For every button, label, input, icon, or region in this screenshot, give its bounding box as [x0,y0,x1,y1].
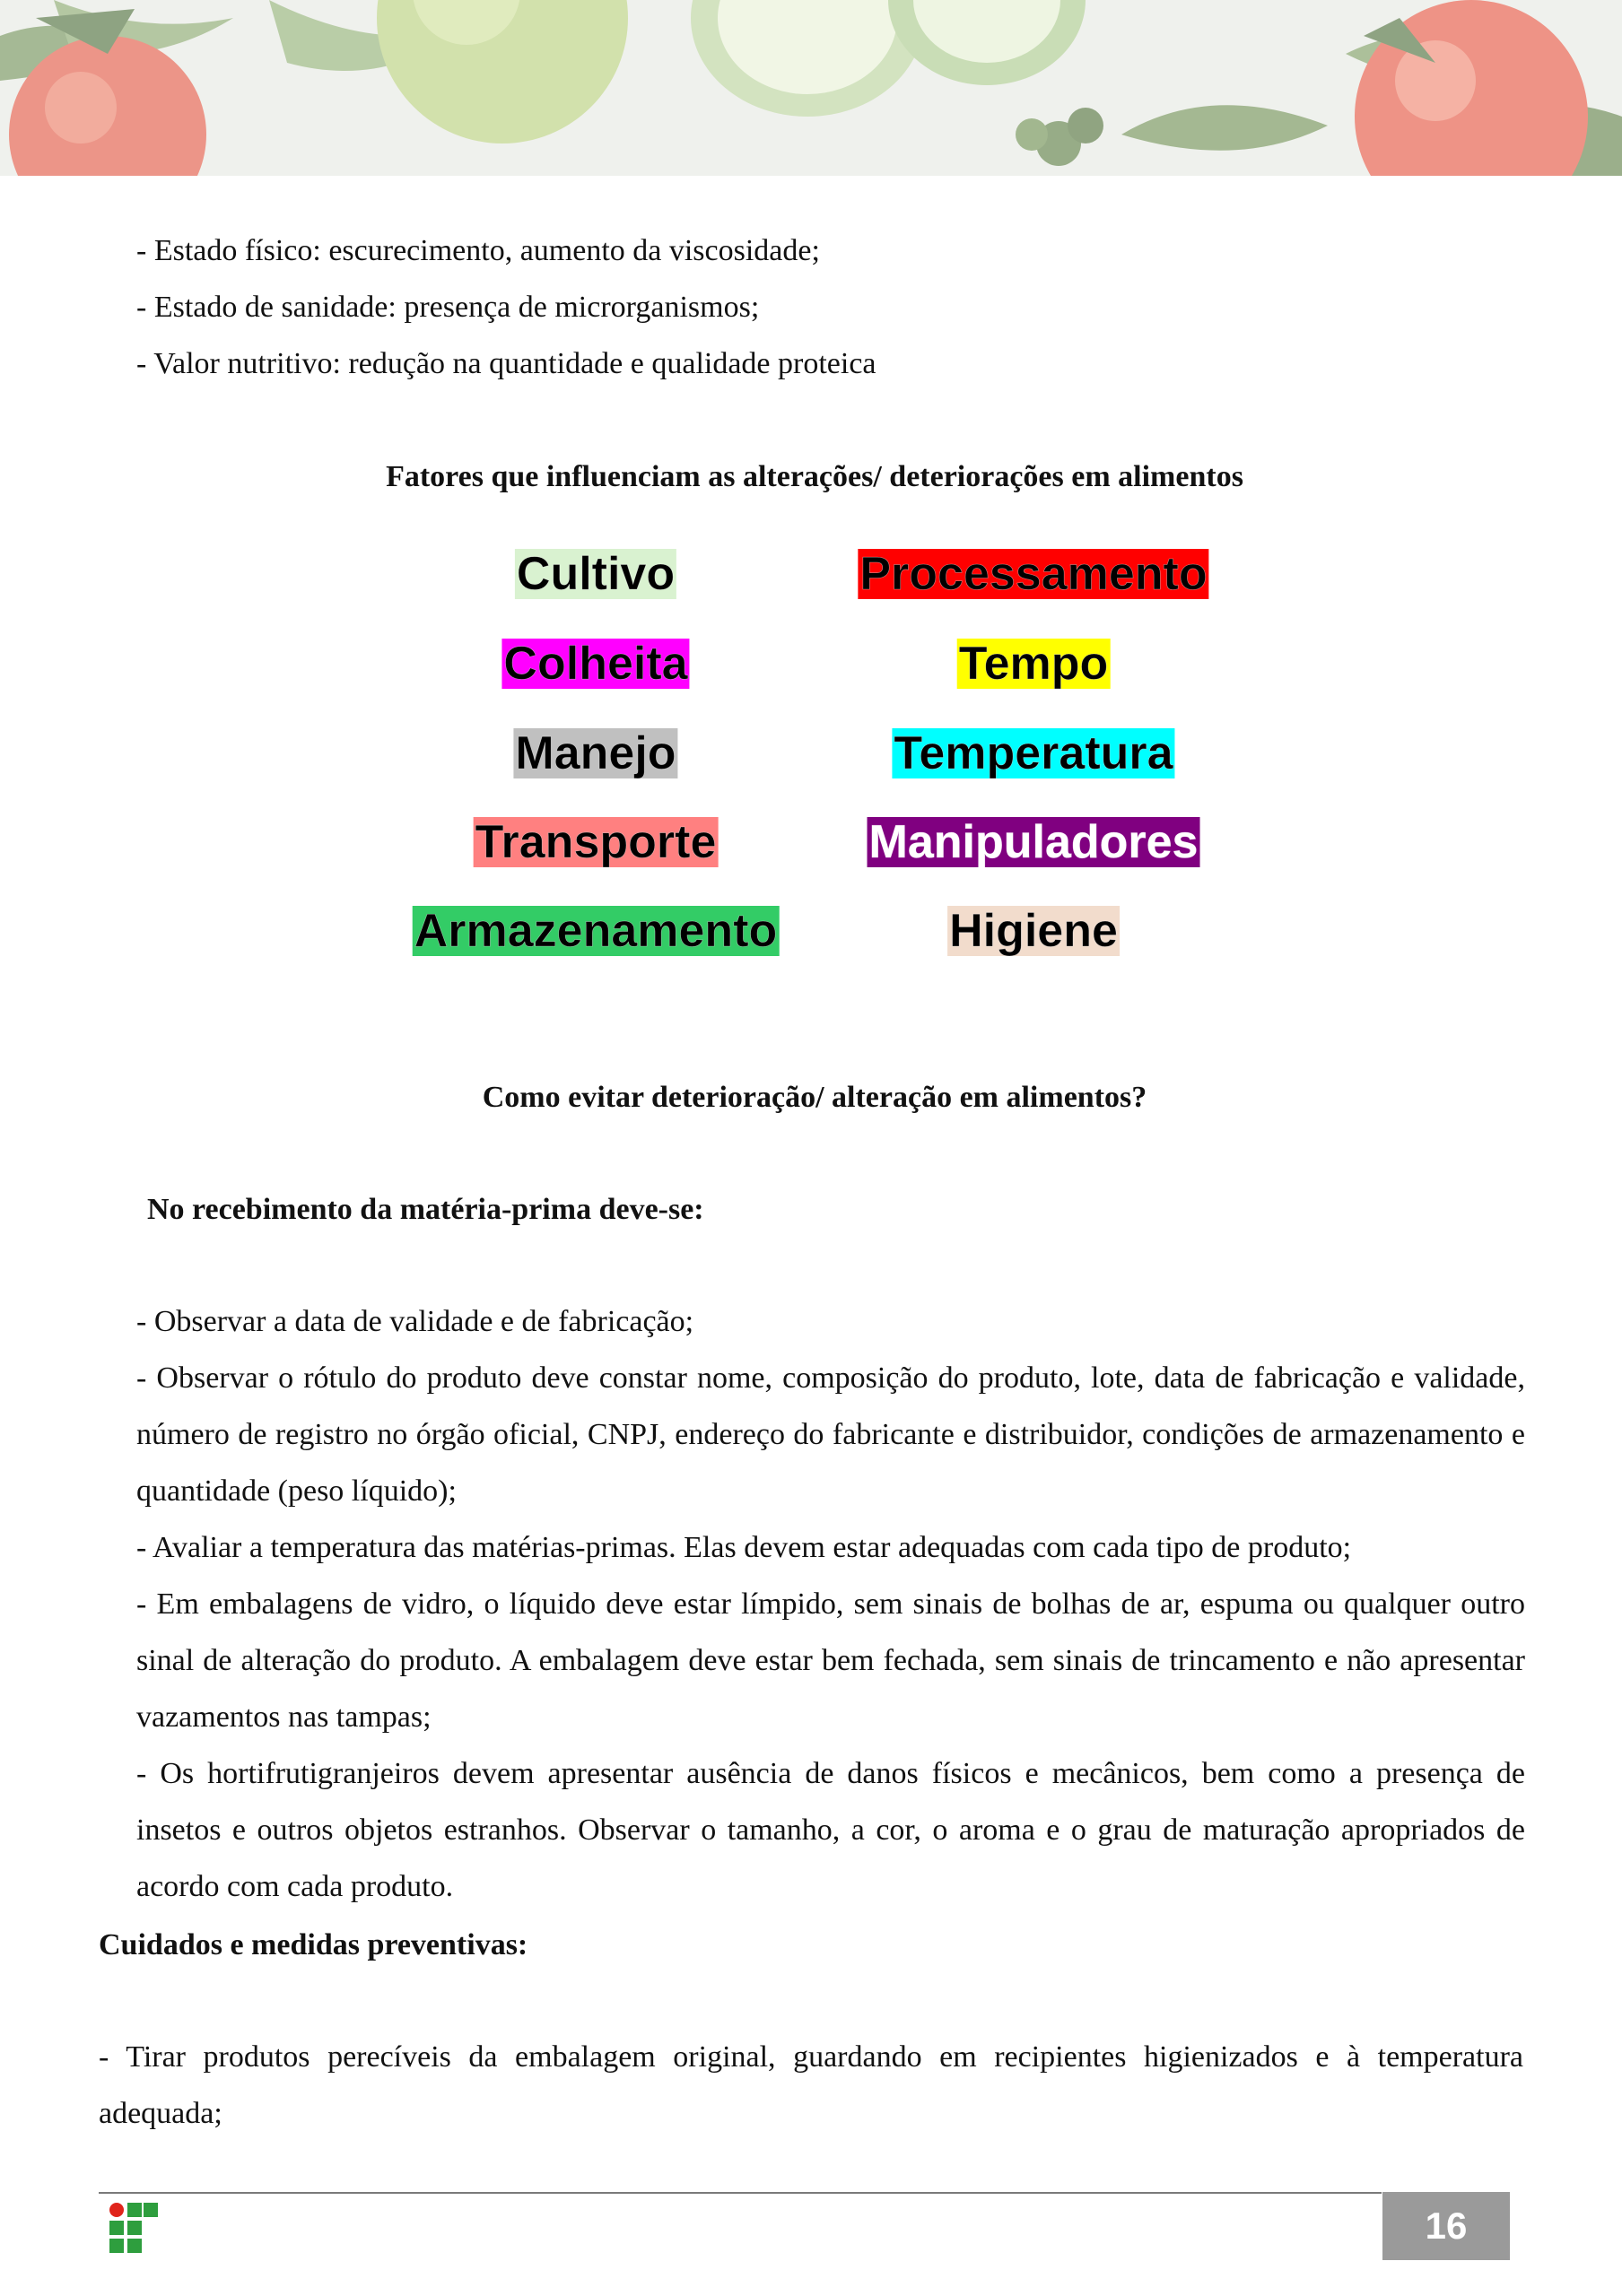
receiving-heading: No recebimento da matéria-prima deve-se: [147,1193,704,1226]
receiving-list [136,1293,1525,1915]
factor-transporte: Transporte [475,816,717,868]
question-heading: Como evitar deterioração/ alteração em alimentos? [482,1081,1147,1114]
factor-processamento: Processamento [859,548,1208,600]
factor-higiene: Higiene [949,905,1118,957]
factor-manipuladores: Manipuladores [868,816,1199,868]
list-item: - Os hortifrutigranjeiros devem apresentar ausência de danos físicos e mecânicos, bem como a presença de insetos e outros objetos estranhos. Observar o tamanho, a cor, o aroma e o grau de maturação apropriados de acordo com cada produto. [136,1757,1525,1903]
factor-temperatura: Temperatura [894,727,1173,779]
factor-colheita: Colheita [503,638,688,690]
footer-divider [99,2192,1382,2194]
list-item: - Observar o rótulo do produto deve constar nome, composição do produto, lote, data de fabricação e validade, número de registro no órgão oficial, CNPJ, endereço do fabricante e distribuidor, condições de armazenamento e quantidade (peso líquido); [136,1361,1525,1508]
page-number: 16 [1382,2192,1510,2260]
list-item: - Valor nutritivo: redução na quantidade e qualidade proteica [136,347,876,380]
care-list [99,2029,1523,2142]
list-item: - Avaliar a temperatura das matérias-primas. Elas devem estar adequadas com cada tipo de produto; [136,1531,1352,1564]
header-banner [0,0,1622,176]
list-item: - Estado físico: escurecimento, aumento da viscosidade; [136,234,820,267]
list-item: - Observar a data de validade e de fabricação; [136,1305,694,1338]
ifpa-logo-icon [109,2203,160,2265]
list-item: - Em embalagens de vidro, o líquido deve estar límpido, sem sinais de bolhas de ar, espuma ou qualquer outro sinal de alteração do produto. A embalagem deve estar bem fechada, sem sinais de trincamento e não apresentar vazamentos nas tampas; [136,1587,1525,1734]
list-item: - Tirar produtos perecíveis da embalagem original, guardando em recipientes higienizados e à temperatura adequada; [99,2040,1523,2130]
care-heading: Cuidados e medidas preventivas: [99,1928,528,1961]
factor-manejo: Manejo [515,727,676,779]
list-item: - Estado de sanidade: presença de microrganismos; [136,291,760,324]
factor-tempo: Tempo [958,638,1109,690]
factor-cultivo: Cultivo [516,548,676,600]
factors-heading: Fatores que influenciam as alterações/ deteriorações em alimentos [386,460,1243,493]
factor-armazenamento: Armazenamento [414,905,778,957]
